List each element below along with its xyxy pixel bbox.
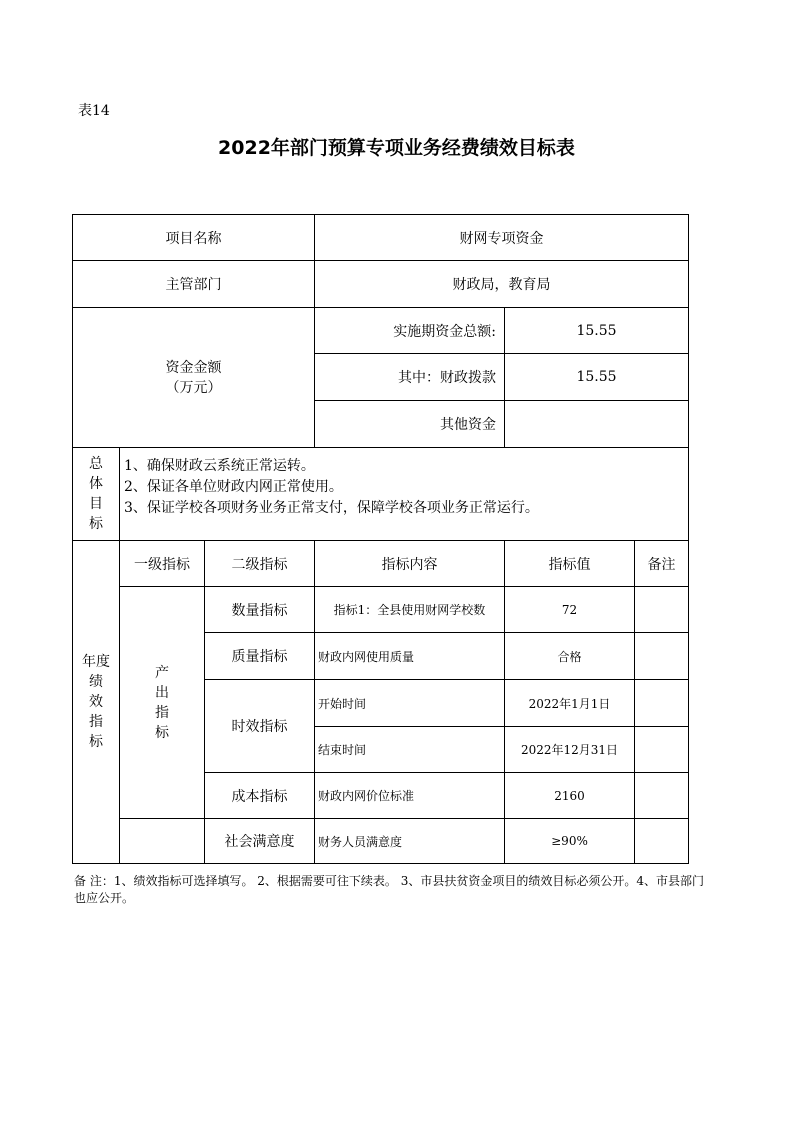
effect-indicator-label	[119, 818, 205, 864]
goal-label	[72, 447, 120, 541]
row-note	[634, 586, 689, 633]
goal-label-char: 体	[89, 476, 103, 492]
output-label-char: 产	[155, 664, 169, 681]
project-value: 财网专项资金	[314, 214, 689, 261]
section-label-char: 指	[89, 714, 103, 730]
funds-total-label: 实施期资金总额:	[314, 307, 505, 354]
goal-label-char: 标	[89, 516, 103, 532]
table-number: 表14	[78, 103, 110, 119]
department-label: 主管部门	[72, 260, 315, 308]
section-label-char: 年度	[82, 654, 110, 670]
funds-other-value	[504, 400, 689, 448]
section-label-char: 效	[89, 694, 103, 710]
funds-fiscal-value: 15.55	[504, 353, 689, 401]
goal-line: 3、保证学校各项财务业务正常支付，保障学校各项业务正常运行。	[124, 500, 539, 516]
goal-label-char: 目	[89, 496, 103, 512]
row-level2: 社会满意度	[204, 818, 315, 864]
indicators-section-label	[72, 540, 120, 864]
output-label-char: 指	[155, 704, 169, 721]
row-value: 2022年1月1日	[504, 679, 635, 727]
row-value: 2022年12月31日	[504, 726, 635, 773]
row-content: 结束时间	[314, 726, 505, 773]
row-content: 财务人员满意度	[314, 818, 505, 864]
row-note	[634, 679, 689, 727]
output-label-char: 标	[155, 724, 169, 741]
header-content: 指标内容	[314, 540, 505, 587]
row-level2: 数量指标	[204, 586, 315, 633]
row-value: 2160	[504, 772, 635, 819]
goal-line: 1、确保财政云系统正常运转。	[124, 458, 315, 474]
row-note	[634, 726, 689, 773]
row-content: 财政内网价位标准	[314, 772, 505, 819]
header-note: 备注	[634, 540, 689, 587]
row-value: 72	[504, 586, 635, 633]
funds-label	[72, 307, 315, 448]
row-level2: 时效指标	[204, 679, 315, 773]
funds-label-line2: （万元）	[165, 379, 222, 396]
output-indicator-label	[119, 586, 205, 819]
row-value: ≥90%	[504, 818, 635, 864]
row-note	[634, 818, 689, 864]
row-level2: 质量指标	[204, 632, 315, 680]
header-level2: 二级指标	[204, 540, 315, 587]
department-value: 财政局，教育局	[314, 260, 689, 308]
goal-content	[119, 447, 689, 541]
row-content: 指标1：全县使用财网学校数	[314, 586, 505, 633]
funds-fiscal-label: 其中：财政拨款	[314, 353, 505, 401]
row-content: 财政内网使用质量	[314, 632, 505, 680]
project-label: 项目名称	[72, 214, 315, 261]
goal-line: 2、保证各单位财政内网正常使用。	[124, 479, 343, 495]
header-level1: 一级指标	[119, 540, 205, 587]
footnote: 备 注：1、绩效指标可选择填写。 2、根据需要可往下续表。 3、市县扶贫资金项目的绩效目标必须公开。4、市县部门也应公开。	[74, 874, 704, 905]
goal-label-char: 总	[89, 456, 103, 472]
section-label-char: 绩	[89, 674, 103, 690]
row-value: 合格	[504, 632, 635, 680]
funds-label-line1: 资金金额	[165, 359, 222, 376]
row-note	[634, 632, 689, 680]
header-value: 指标值	[504, 540, 635, 587]
funds-total-value: 15.55	[504, 307, 689, 354]
page-title: 2022年部门预算专项业务经费绩效目标表	[218, 137, 575, 159]
output-label-char: 出	[155, 684, 169, 701]
funds-other-label: 其他资金	[314, 400, 505, 448]
row-content: 开始时间	[314, 679, 505, 727]
section-label-char: 标	[89, 734, 103, 750]
row-level2: 成本指标	[204, 772, 315, 819]
row-note	[634, 772, 689, 819]
